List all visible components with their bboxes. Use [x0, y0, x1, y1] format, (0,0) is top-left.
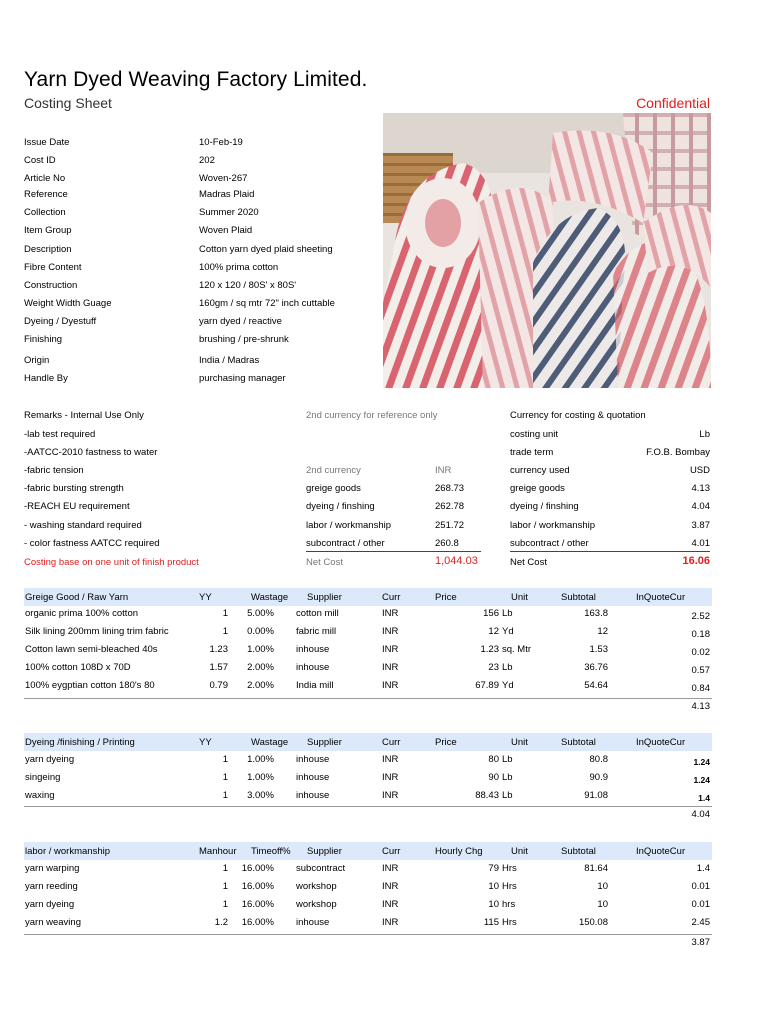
table-cell: 1.4: [696, 863, 710, 874]
second-currency-divider: [306, 551, 481, 552]
remark-item: - color fastness AATCC required: [24, 538, 160, 549]
quote-term-value: F.O.B. Bombay: [646, 447, 710, 458]
table-cell: 3.00%: [247, 790, 274, 801]
column-header: Subtotal: [561, 846, 596, 857]
table-cell: INR: [382, 917, 399, 928]
table-cell: Hrs: [502, 881, 517, 892]
remark-item: -AATCC-2010 fastness to water: [24, 447, 158, 458]
column-header: Supplier: [307, 592, 342, 603]
table-cell: 2.00%: [247, 680, 274, 691]
table-cell: 0.57: [691, 665, 710, 676]
column-header: InQuoteCur: [636, 737, 686, 748]
table-cell: 54.64: [584, 680, 608, 691]
second-currency-row-value: 251.72: [435, 520, 465, 531]
table-row: [24, 790, 712, 806]
table-cell: 0.00%: [247, 626, 274, 637]
table-cell: India mill: [296, 680, 334, 691]
table-cell: INR: [382, 608, 399, 619]
column-header: YY: [199, 592, 212, 603]
table-cell: INR: [382, 626, 399, 637]
table-cell: hrs: [502, 899, 516, 910]
column-header: Unit: [511, 737, 528, 748]
second-currency-row-value: 260.8: [435, 538, 459, 549]
table-cell: 1.00%: [247, 644, 274, 655]
info-value: Madras Plaid: [199, 189, 255, 200]
table-row: [24, 662, 712, 678]
info-label: Issue Date: [24, 137, 70, 148]
table-cell: 1.23: [209, 644, 228, 655]
remark-item: -fabric bursting strength: [24, 483, 124, 494]
column-header: Curr: [382, 737, 401, 748]
greige-table-header: [24, 588, 712, 606]
info-value: 160gm / sq mtr 72" inch cuttable: [199, 298, 335, 309]
dyeing-total-divider: [24, 806, 712, 807]
table-row: [24, 863, 712, 879]
table-cell: 100% cotton 108D x 70D: [25, 662, 131, 673]
quote-row-label: subcontract / other: [510, 538, 589, 549]
info-value: 202: [199, 155, 215, 166]
info-value: brushing / pre-shrunk: [199, 334, 289, 345]
column-header: Hourly Chg: [435, 846, 483, 857]
dyeing-total: 4.04: [691, 809, 710, 820]
quote-row-value: 4.01: [691, 538, 710, 549]
table-cell: Yd: [502, 626, 514, 637]
column-header: Manhour: [199, 846, 237, 857]
info-label: Collection: [24, 207, 66, 218]
table-cell: yarn warping: [25, 863, 80, 874]
labor-table-header: [24, 842, 712, 860]
table-cell: cotton mill: [296, 608, 339, 619]
second-currency-net-value: 1,044.03: [435, 555, 478, 567]
second-currency-row-value: 268.73: [435, 483, 465, 494]
table-cell: Cotton lawn semi-bleached 40s: [25, 644, 158, 655]
table-cell: yarn weaving: [25, 917, 81, 928]
table-row: [24, 626, 712, 642]
column-header: InQuoteCur: [636, 846, 686, 857]
info-label: Finishing: [24, 334, 63, 345]
info-row: [24, 373, 384, 387]
labor-table: [24, 842, 712, 952]
table-cell: 91.08: [584, 790, 608, 801]
table-cell: inhouse: [296, 772, 330, 783]
info-label: Item Group: [24, 225, 72, 236]
greige-total-divider: [24, 698, 712, 699]
quote-divider: [510, 551, 710, 552]
table-cell: 67.89: [475, 680, 499, 691]
table-cell: 1.24: [693, 757, 710, 767]
second-currency-row-label: greige goods: [306, 483, 361, 494]
table-cell: Lb: [502, 772, 513, 783]
table-cell: 1.24: [693, 775, 710, 785]
quote-term-label: trade term: [510, 447, 554, 458]
second-currency-row-label: dyeing / finshing: [306, 501, 375, 512]
column-header: labor / workmanship: [25, 846, 111, 857]
column-header: Curr: [382, 846, 401, 857]
table-cell: 156: [483, 608, 499, 619]
table-cell: 90.9: [589, 772, 608, 783]
table-cell: Lb: [502, 662, 513, 673]
table-cell: INR: [382, 790, 399, 801]
table-cell: 0.18: [691, 629, 710, 640]
table-cell: 1.2: [214, 917, 228, 928]
column-header: Greige Good / Raw Yarn: [25, 592, 129, 603]
table-cell: 5.00%: [247, 608, 274, 619]
info-row: [24, 355, 384, 369]
table-cell: 2.45: [691, 917, 710, 928]
info-row: [24, 280, 384, 294]
info-label: Origin: [24, 355, 50, 366]
table-cell: inhouse: [296, 790, 330, 801]
confidential-label: Confidential: [636, 95, 710, 111]
dyeing-table-header: [24, 733, 712, 751]
table-cell: 1: [222, 772, 228, 783]
table-cell: 1: [222, 899, 228, 910]
info-label: Cost ID: [24, 155, 56, 166]
table-cell: Hrs: [502, 863, 517, 874]
table-cell: INR: [382, 881, 399, 892]
table-cell: 1: [222, 790, 228, 801]
column-header: Wastage: [251, 737, 289, 748]
second-currency-code: INR: [435, 465, 452, 476]
table-cell: 1.00%: [247, 772, 274, 783]
costing-base-note: Costing base on one unit of finish product: [24, 557, 199, 568]
info-row: [24, 189, 384, 203]
table-cell: 1: [222, 626, 228, 637]
second-currency-net-label: Net Cost: [306, 557, 343, 568]
quote-row-value: 4.04: [691, 501, 710, 512]
greige-total: 4.13: [691, 701, 710, 712]
table-cell: 150.08: [578, 917, 608, 928]
table-cell: Lb: [502, 790, 513, 801]
quote-term-label: costing unit: [510, 429, 559, 440]
table-cell: 90: [488, 772, 499, 783]
info-row: [24, 316, 384, 330]
labor-total-divider: [24, 934, 712, 935]
info-value: Summer 2020: [199, 207, 259, 218]
table-cell: 80.8: [589, 754, 608, 765]
table-cell: 1.57: [209, 662, 228, 673]
table-cell: INR: [382, 662, 399, 673]
table-cell: 10: [597, 881, 608, 892]
table-cell: Lb: [502, 754, 513, 765]
table-cell: subcontract: [296, 863, 346, 874]
table-cell: INR: [382, 644, 399, 655]
info-row: [24, 207, 384, 221]
column-header: Supplier: [307, 737, 342, 748]
table-cell: 0.01: [691, 881, 710, 892]
quote-row-value: 3.87: [691, 520, 710, 531]
info-value: purchasing manager: [199, 373, 286, 384]
table-cell: 10: [488, 899, 499, 910]
table-cell: waxing: [25, 790, 55, 801]
table-cell: 23: [488, 662, 499, 673]
document-subtitle: Costing Sheet: [24, 95, 112, 111]
table-cell: inhouse: [296, 644, 330, 655]
column-header: Price: [435, 737, 457, 748]
table-cell: 2.00%: [247, 662, 274, 673]
quote-net-label: Net Cost: [510, 557, 547, 568]
table-row: [24, 881, 712, 897]
column-header: Subtotal: [561, 592, 596, 603]
table-row: [24, 917, 712, 933]
table-cell: 12: [597, 626, 608, 637]
remark-item: -fabric tension: [24, 465, 84, 476]
quote-term-value: USD: [689, 465, 710, 476]
column-header: YY: [199, 737, 212, 748]
table-cell: inhouse: [296, 662, 330, 673]
labor-total: 3.87: [691, 937, 710, 948]
table-cell: 1: [222, 754, 228, 765]
quote-net-value: 16.06: [682, 555, 710, 567]
info-label: Dyeing / Dyestuff: [24, 316, 97, 327]
table-cell: INR: [382, 863, 399, 874]
column-header: Supplier: [307, 846, 342, 857]
table-cell: Silk lining 200mm lining trim fabric: [25, 626, 169, 637]
column-header: InQuoteCur: [636, 592, 686, 603]
table-cell: 1.4: [698, 793, 710, 803]
column-header: Subtotal: [561, 737, 596, 748]
quote-row-value: 4.13: [691, 483, 710, 494]
remark-item: - washing standard required: [24, 520, 142, 531]
table-cell: 12: [488, 626, 499, 637]
info-label: Reference: [24, 189, 68, 200]
table-cell: Hrs: [502, 917, 517, 928]
column-header: Timeoff%: [251, 846, 291, 857]
table-cell: 79: [488, 863, 499, 874]
info-label: Article No: [24, 173, 66, 184]
second-currency-heading: 2nd currency for reference only: [306, 410, 438, 421]
column-header: Curr: [382, 592, 401, 603]
table-cell: 1: [222, 608, 228, 619]
table-cell: 0.02: [691, 647, 710, 658]
second-currency-row-label: subcontract / other: [306, 538, 385, 549]
info-value: Woven Plaid: [199, 225, 253, 236]
table-cell: 115: [483, 917, 499, 928]
table-cell: 16.00%: [241, 881, 274, 892]
fabric-rolls-photo: [383, 113, 711, 388]
table-cell: sq. Mtr: [502, 644, 532, 655]
info-row: [24, 225, 384, 239]
table-cell: Yd: [502, 680, 514, 691]
quote-row-label: dyeing / finshing: [510, 501, 579, 512]
table-cell: singeing: [25, 772, 61, 783]
table-cell: 81.64: [584, 863, 608, 874]
table-cell: 1.53: [589, 644, 608, 655]
table-cell: workshop: [296, 899, 337, 910]
table-cell: 1.00%: [247, 754, 274, 765]
table-cell: 16.00%: [241, 917, 274, 928]
remark-item: -lab test required: [24, 429, 96, 440]
table-cell: 0.79: [209, 680, 228, 691]
table-row: [24, 772, 712, 788]
table-cell: 100% eygptian cotton 180's 80: [25, 680, 155, 691]
table-row: [24, 680, 712, 696]
remark-item: -REACH EU requirement: [24, 501, 130, 512]
second-currency-label: 2nd currency: [306, 465, 361, 476]
info-value: 10-Feb-19: [199, 137, 243, 148]
second-currency-row-value: 262.78: [435, 501, 465, 512]
table-cell: inhouse: [296, 917, 330, 928]
info-label: Handle By: [24, 373, 68, 384]
info-label: Construction: [24, 280, 78, 291]
column-header: Dyeing /finishing / Printing: [25, 737, 135, 748]
table-cell: 10: [488, 881, 499, 892]
table-cell: 16.00%: [241, 899, 274, 910]
table-cell: 80: [488, 754, 499, 765]
info-row: [24, 155, 384, 169]
info-row: [24, 137, 384, 151]
quote-term-label: currency used: [510, 465, 570, 476]
table-cell: inhouse: [296, 754, 330, 765]
info-row: [24, 262, 384, 276]
info-value: 120 x 120 / 80S' x 80S': [199, 280, 297, 291]
info-row: [24, 334, 384, 348]
table-cell: 36.76: [584, 662, 608, 673]
table-cell: INR: [382, 754, 399, 765]
table-row: [24, 899, 712, 915]
quote-row-label: greige goods: [510, 483, 565, 494]
table-cell: 1: [222, 881, 228, 892]
dyeing-table: [24, 733, 712, 823]
table-cell: INR: [382, 680, 399, 691]
info-label: Fibre Content: [24, 262, 82, 273]
greige-table: [24, 588, 712, 718]
column-header: Wastage: [251, 592, 289, 603]
table-row: [24, 644, 712, 660]
info-label: Description: [24, 244, 72, 255]
table-cell: yarn dyeing: [25, 899, 75, 910]
table-cell: 1.23: [480, 644, 499, 655]
table-cell: organic prima 100% cotton: [25, 608, 139, 619]
second-currency-row-label: labor / workmanship: [306, 520, 392, 531]
info-row: [24, 173, 384, 187]
table-cell: yarn dyeing: [25, 754, 75, 765]
document-title: Yarn Dyed Weaving Factory Limited.: [24, 68, 368, 91]
table-cell: INR: [382, 899, 399, 910]
info-value: Woven-267: [199, 173, 248, 184]
table-cell: yarn reeding: [25, 881, 78, 892]
column-header: Price: [435, 592, 457, 603]
quote-currency-heading: Currency for costing & quotation: [510, 410, 646, 421]
remarks-heading: Remarks - Internal Use Only: [24, 410, 144, 421]
info-value: Cotton yarn dyed plaid sheeting: [199, 244, 333, 255]
info-value: yarn dyed / reactive: [199, 316, 282, 327]
info-row: [24, 244, 384, 258]
table-cell: 88.43: [475, 790, 499, 801]
table-row: [24, 754, 712, 770]
table-cell: Lb: [502, 608, 513, 619]
quote-row-label: labor / workmanship: [510, 520, 596, 531]
info-value: 100% prima cotton: [199, 262, 279, 273]
table-cell: workshop: [296, 881, 337, 892]
table-cell: INR: [382, 772, 399, 783]
table-cell: fabric mill: [296, 626, 337, 637]
info-value: India / Madras: [199, 355, 260, 366]
table-cell: 163.8: [584, 608, 608, 619]
table-cell: 16.00%: [241, 863, 274, 874]
table-cell: 0.01: [691, 899, 710, 910]
info-label: Weight Width Guage: [24, 298, 112, 309]
info-row: [24, 298, 384, 312]
table-cell: 10: [597, 899, 608, 910]
table-cell: 1: [222, 863, 228, 874]
column-header: Unit: [511, 846, 528, 857]
table-cell: 2.52: [691, 611, 710, 622]
table-cell: 0.84: [691, 683, 710, 694]
quote-term-value: Lb: [699, 429, 710, 440]
column-header: Unit: [511, 592, 528, 603]
table-row: [24, 608, 712, 624]
